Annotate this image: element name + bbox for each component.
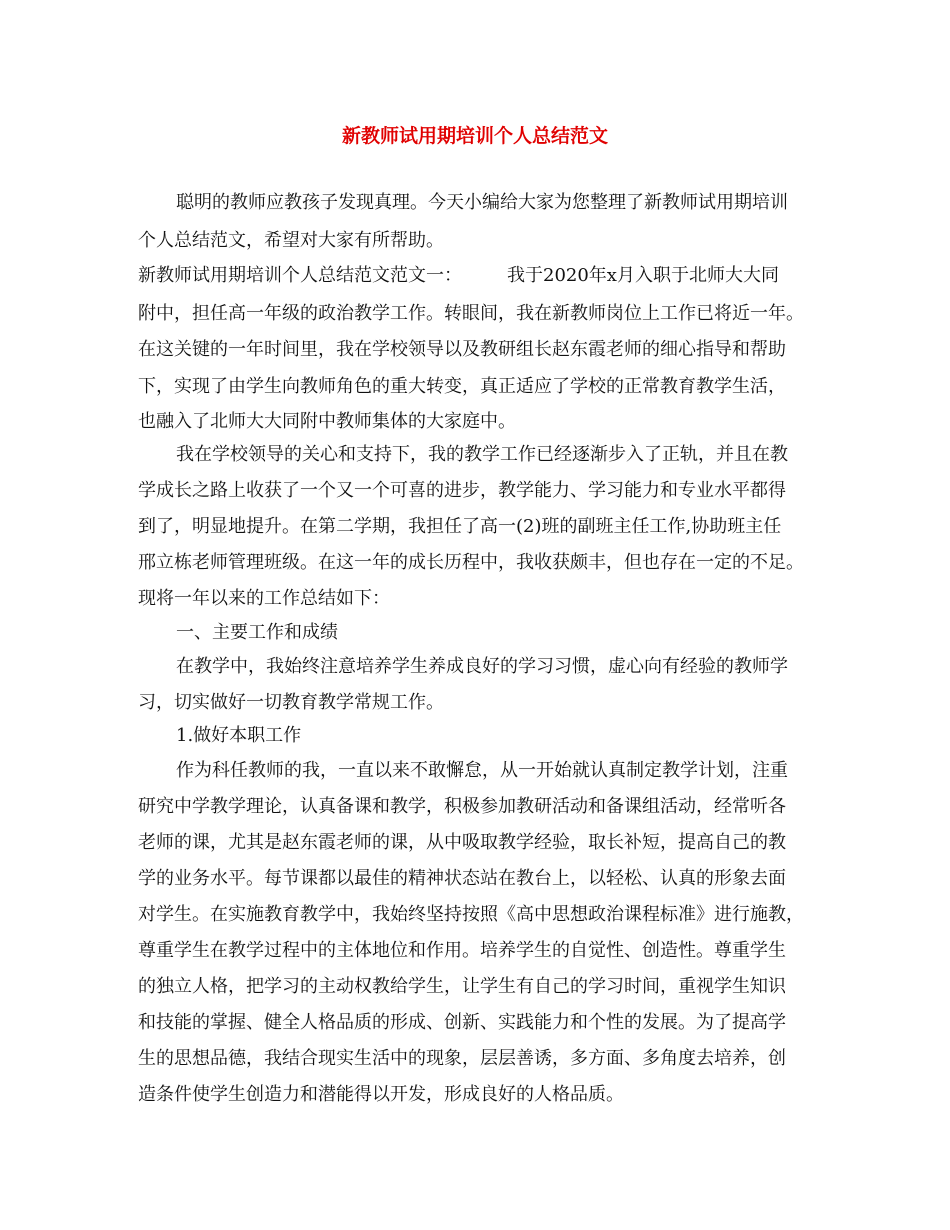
document-title: 新教师试用期培训个人总结范文 xyxy=(341,125,608,147)
paragraph-line: 在这关键的一年时间里，我在学校领导以及教研组长赵东霞老师的细心指导和帮助 xyxy=(138,339,786,360)
paragraph-line: 造条件使学生创造力和潜能得以开发，形成良好的人格品质。 xyxy=(138,1084,624,1105)
section-heading: 一、主要工作和成绩 xyxy=(176,622,338,643)
paragraph-line: 尊重学生在教学过程中的主体地位和作用。培养学生的自觉性、创造性。尊重学生 xyxy=(138,940,786,961)
paragraph-line: 新教师试用期培训个人总结范文范文一： 我于2020年x月入职于北师大大同 xyxy=(138,265,779,286)
paragraph-line: 生的思想品德，我结合现实生活中的现象，层层善诱，多方面、多角度去培养，创 xyxy=(138,1048,786,1069)
paragraph-line: 个人总结范文，希望对大家有所帮助。 xyxy=(138,230,444,251)
paragraph-line: 习，切实做好一切教育教学常规工作。 xyxy=(138,692,444,713)
paragraph-line: 学的业务水平。每节课都以最佳的精神状态站在教台上，以轻松、认真的形象去面 xyxy=(138,868,786,889)
paragraph-line: 对学生。在实施教育教学中，我始终坚持按照《高中思想政治课程标准》进行施教， xyxy=(138,904,804,925)
paragraph-line: 到了，明显地提升。在第二学期，我担任了高一(2)班的副班主任工作,协助班主任 xyxy=(138,516,782,537)
paragraph-line: 也融入了北师大大同附中教师集体的大家庭中。 xyxy=(138,411,516,432)
paragraph-line: 老师的课，尤其是赵东霞老师的课，从中吸取教学经验，取长补短，提高自己的教 xyxy=(138,832,786,853)
paragraph-line: 现将一年以来的工作总结如下： xyxy=(138,588,390,609)
paragraph-line: 我在学校领导的关心和支持下，我的教学工作已经逐渐步入了正轨，并且在教 xyxy=(176,444,788,465)
paragraph-line: 和技能的掌握、健全人格品质的形成、创新、实践能力和个性的发展。为了提高学 xyxy=(138,1012,786,1033)
subsection-heading: 1.做好本职工作 xyxy=(176,725,302,746)
paragraph-line: 聪明的教师应教孩子发现真理。今天小编给大家为您整理了新教师试用期培训 xyxy=(176,192,788,213)
paragraph-line: 作为科任教师的我，一直以来不敢懈怠，从一开始就认真制定教学计划，注重 xyxy=(176,760,788,781)
paragraph-line: 附中，担任高一年级的政治教学工作。转眼间，我在新教师岗位上工作已将近一年。 xyxy=(138,303,804,324)
paragraph-line: 研究中学教学理论，认真备课和教学，积极参加教研活动和备课组活动，经常听各 xyxy=(138,796,786,817)
paragraph-line: 的独立人格，把学习的主动权教给学生，让学生有自己的学习时间，重视学生知识 xyxy=(138,976,786,997)
paragraph-line: 下，实现了由学生向教师角色的重大转变，真正适应了学校的正常教育教学生活， xyxy=(138,376,786,397)
paragraph-line: 邢立栋老师管理班级。在这一年的成长历程中，我收获颇丰，但也存在一定的不足。 xyxy=(138,552,804,573)
paragraph-line: 学成长之路上收获了一个又一个可喜的进步，教学能力、学习能力和专业水平都得 xyxy=(138,480,786,501)
paragraph-line: 在教学中，我始终注意培养学生养成良好的学习习惯，虚心向有经验的教师学 xyxy=(176,656,788,677)
